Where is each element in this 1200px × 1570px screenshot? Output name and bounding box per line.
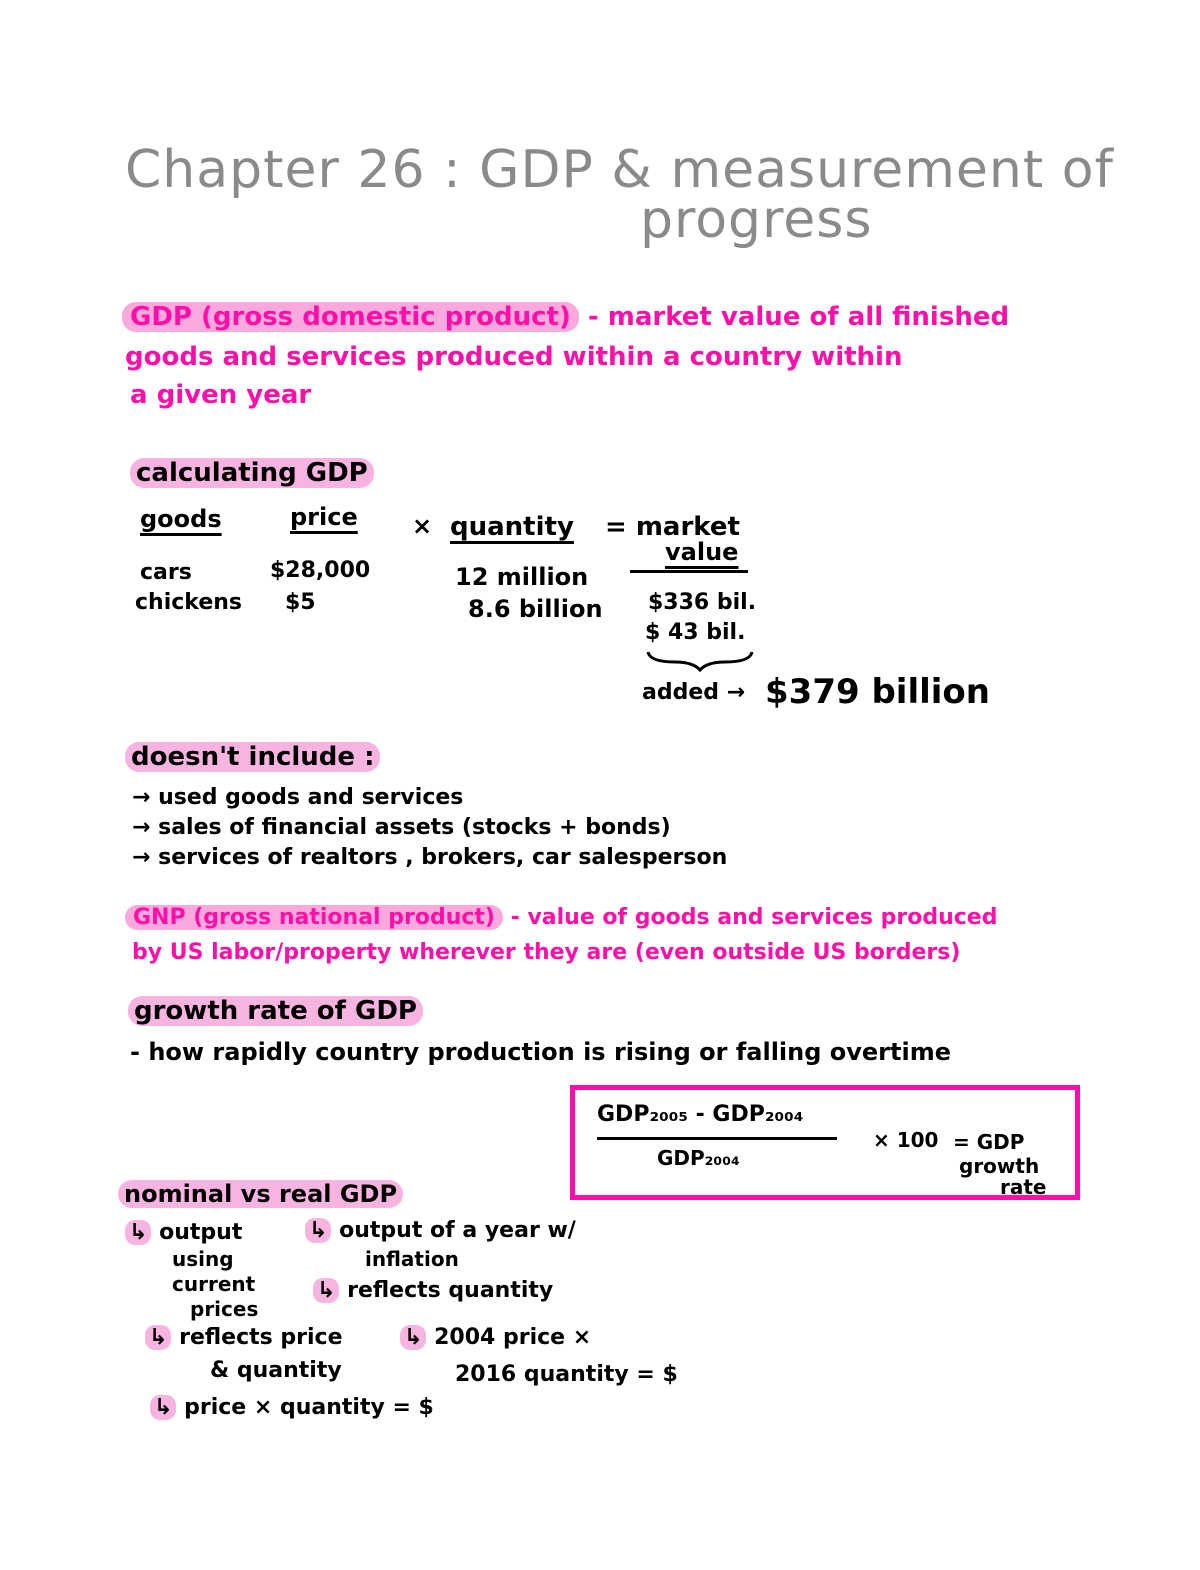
exclude-item-2: → sales of financial assets (stocks + bonds) (132, 815, 671, 840)
gnp-definition-line2: by US labor/property wherever they are (even outside US borders) (132, 940, 961, 965)
page-title-line1: Chapter 26 : GDP & measurement of (125, 140, 1114, 200)
row-chickens-value: $ 43 bil. (645, 620, 746, 645)
real-reflects: ↳ reflects quantity (313, 1278, 553, 1303)
gnp-term: GNP (gross national product) (125, 905, 503, 930)
added-total: $379 billion (765, 672, 990, 712)
row-cars-value: $336 bil. (648, 590, 757, 615)
goods-header: goods (140, 505, 222, 533)
nominal-current: current (172, 1272, 256, 1296)
nominal-reflects: ↳ reflects price (145, 1325, 343, 1350)
doesnt-include-heading: doesn't include : (125, 742, 380, 772)
hook-arrow-icon: ↳ (305, 1218, 331, 1243)
real-price-line: ↳ 2004 price × (400, 1325, 591, 1350)
growth-formula-box (570, 1085, 1080, 1200)
gdp-def-text1: - market value of all finished (578, 302, 1010, 332)
formula-denominator: GDP₂₀₀₄ (657, 1146, 740, 1170)
row-chickens-price: $5 (285, 590, 316, 615)
gnp-def-text1: - value of goods and services produced (503, 905, 998, 930)
row-cars-quantity: 12 million (455, 563, 589, 591)
formula-result-line3: rate (1000, 1175, 1047, 1199)
gdp-definition-line1 (122, 302, 1009, 332)
formula-result-line2: growth (959, 1154, 1040, 1178)
real-quantity-line: 2016 quantity = $ (455, 1362, 678, 1387)
row-cars-goods: cars (140, 560, 192, 585)
hook-arrow-icon: ↳ (125, 1220, 151, 1245)
hook-arrow-icon: ↳ (400, 1325, 426, 1350)
quantity-header: quantity (450, 512, 574, 542)
exclude-item-1: → used goods and services (132, 785, 464, 810)
nominal-prices: prices (190, 1297, 259, 1321)
row-cars-price: $28,000 (270, 558, 371, 583)
nominal-formula: ↳ price × quantity = $ (150, 1395, 434, 1420)
nominal-using: using (172, 1247, 234, 1271)
nominal-output: ↳ output (125, 1220, 242, 1245)
times-symbol: × (412, 512, 433, 540)
row-chickens-goods: chickens (135, 590, 243, 615)
gdp-definition-line3: a given year (130, 380, 312, 410)
formula-result-line1: = GDP (953, 1130, 1025, 1154)
market-header: = market (605, 512, 740, 542)
nominal-vs-real-heading: nominal vs real GDP (118, 1180, 403, 1208)
nominal-and-quantity: & quantity (210, 1358, 342, 1383)
formula-numerator: GDP₂₀₀₅ - GDP₂₀₀₄ (597, 1102, 804, 1127)
gdp-term: GDP (gross domestic product) (122, 302, 579, 332)
exclude-item-3: → services of realtors , brokers, car salesperson (132, 845, 728, 870)
real-inflation: inflation (365, 1247, 459, 1271)
formula-times-100: × 100 (873, 1128, 939, 1152)
price-header: price (290, 503, 358, 531)
gdp-definition-line2: goods and services produced within a country within (125, 342, 903, 372)
hook-arrow-icon: ↳ (313, 1278, 339, 1303)
hook-arrow-icon: ↳ (150, 1395, 176, 1420)
formula-fraction-bar (597, 1137, 837, 1140)
growth-rate-heading: growth rate of GDP (128, 996, 423, 1026)
real-output: ↳ output of a year w/ (305, 1218, 576, 1243)
row-chickens-quantity: 8.6 billion (468, 595, 603, 623)
brace-icon (645, 648, 755, 672)
value-underline (630, 570, 748, 573)
gnp-definition-line1 (125, 905, 997, 930)
hook-arrow-icon: ↳ (145, 1325, 171, 1350)
page-title-line2: progress (640, 190, 873, 250)
calculating-gdp-heading: calculating GDP (130, 458, 374, 488)
added-label: added → (642, 680, 746, 705)
value-header: value (665, 538, 739, 566)
growth-rate-description: - how rapidly country production is rising or falling overtime (130, 1038, 951, 1066)
